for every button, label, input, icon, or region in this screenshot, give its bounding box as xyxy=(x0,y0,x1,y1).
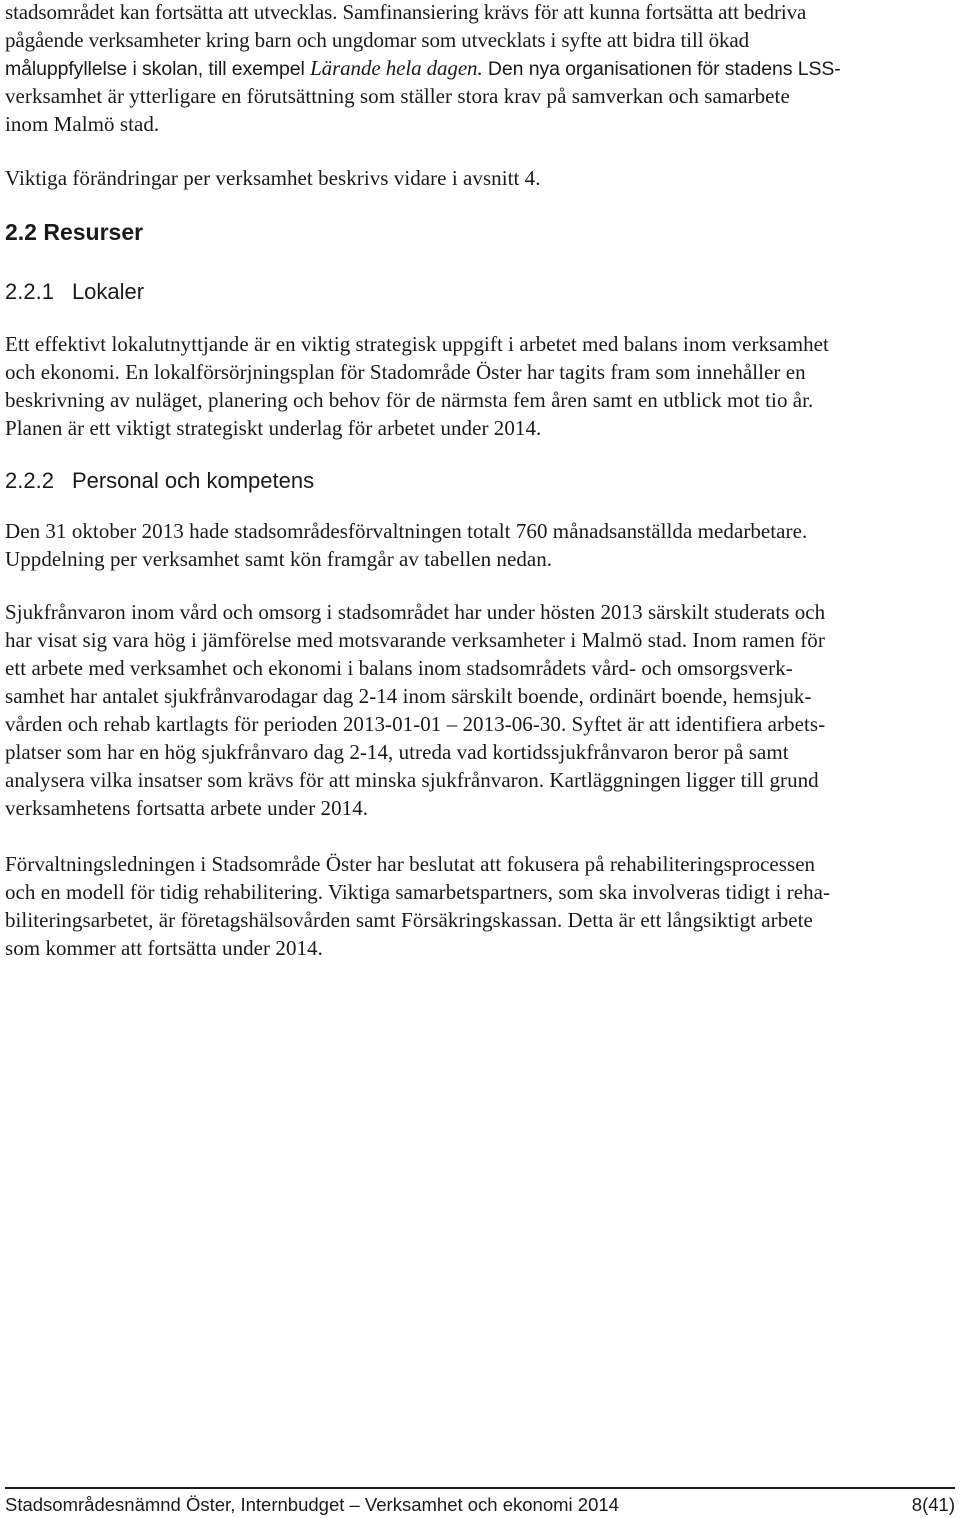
section-heading-resurser: 2.2 Resurser xyxy=(5,219,144,245)
text-span: Den nya organisationen för stadens LSS- xyxy=(482,58,841,80)
text-line: stadsområdet kan fortsätta att utvecklas. Samfinansiering krävs för att kunna fortsätta att bedriva xyxy=(5,0,807,24)
text-line: vården och rehab kartlagts för perioden 2013-01-01 – 2013-06-30. Syftet är att identifiera arbets- xyxy=(5,712,826,736)
italic-term: Lärande hela dagen. xyxy=(310,56,483,80)
text-line: pågående verksamheter kring barn och ungdomar som utvecklats i syfte att bidra till ökad xyxy=(5,28,750,52)
text-line: som kommer att fortsätta under 2014. xyxy=(5,936,323,960)
heading-number: 2.2.1 xyxy=(5,279,54,304)
text-line: Viktiga förändringar per verksamhet beskrivs vidare i avsnitt 4. xyxy=(5,166,541,190)
text-line: analysera vilka insatser som krävs för att minska sjukfrånvaron. Kartläggningen ligger till grund xyxy=(5,768,819,792)
text-line: verksamhet är ytterligare en förutsättning som ställer stora krav på samverkan och samarbete xyxy=(5,84,790,108)
heading-title: Personal och kompetens xyxy=(71,468,315,493)
text-line: och ekonomi. En lokalförsörjningsplan för Stadområde Öster har tagits fram som innehåller en xyxy=(5,360,806,384)
text-line: verksamhetens fortsatta arbete under 2014. xyxy=(5,796,369,820)
subsection-heading-personal xyxy=(5,467,314,495)
text-line: biliteringsarbetet, är företagshälsovården samt Försäkringskassan. Detta är ett långsiktigt arbete xyxy=(5,908,813,932)
text-line: samhet har antalet sjukfrånvarodagar dag 2-14 inom särskilt boende, ordinärt boende, hemsjuk- xyxy=(5,684,812,708)
text-line: har visat sig vara hög i jämförelse med motsvarande verksamheter i Malmö stad. Inom ramen för xyxy=(5,628,825,652)
page-footer xyxy=(5,1487,955,1517)
text-line: Ett effektivt lokalutnyttjande är en viktig strategisk uppgift i arbetet med balans inom verksamhet xyxy=(5,332,829,356)
text-line: beskrivning av nuläget, planering och behov för de närmsta fem åren samt en utblick mot tio år. xyxy=(5,388,814,412)
text-line: platser som har en hög sjukfrånvaro dag 2-14, utreda vad kortidssjukfrånvaron beror på samt xyxy=(5,740,789,764)
text-line: inom Malmö stad. xyxy=(5,112,160,136)
heading-number: 2.2.2 xyxy=(5,468,54,493)
text-line: Planen är ett viktigt strategiskt underlag för arbetet under 2014. xyxy=(5,416,542,440)
text-line: ett arbete med verksamhet och ekonomi i balans inom stadsområdets vård- och omsorgsverk- xyxy=(5,656,793,680)
text-line: Sjukfrånvaron inom vård och omsorg i stadsområdet har under hösten 2013 särskilt studerats och xyxy=(5,600,826,624)
text-line: Uppdelning per verksamhet samt kön framgår av tabellen nedan. xyxy=(5,547,553,571)
heading-title: Lokaler xyxy=(71,279,145,304)
subsection-heading-lokaler xyxy=(5,278,144,306)
page-number: 8(41) xyxy=(911,1494,955,1515)
text-span: måluppfyllelse i skolan, till exempel xyxy=(5,58,311,80)
text-line: Den 31 oktober 2013 hade stadsområdesförvaltningen totalt 760 månadsanställda medarbetare. xyxy=(5,519,808,543)
footer-title: Stadsområdesnämnd Öster, Internbudget – Verksamhet och ekonomi 2014 xyxy=(5,1494,619,1515)
text-line: Förvaltningsledningen i Stadsområde Öster har beslutat att fokusera på rehabiliteringsprocessen xyxy=(5,852,816,876)
text-line: och en modell för tidig rehabilitering. Viktiga samarbetspartners, som ska involveras tidigt i reha- xyxy=(5,880,831,904)
text-line xyxy=(5,54,841,83)
